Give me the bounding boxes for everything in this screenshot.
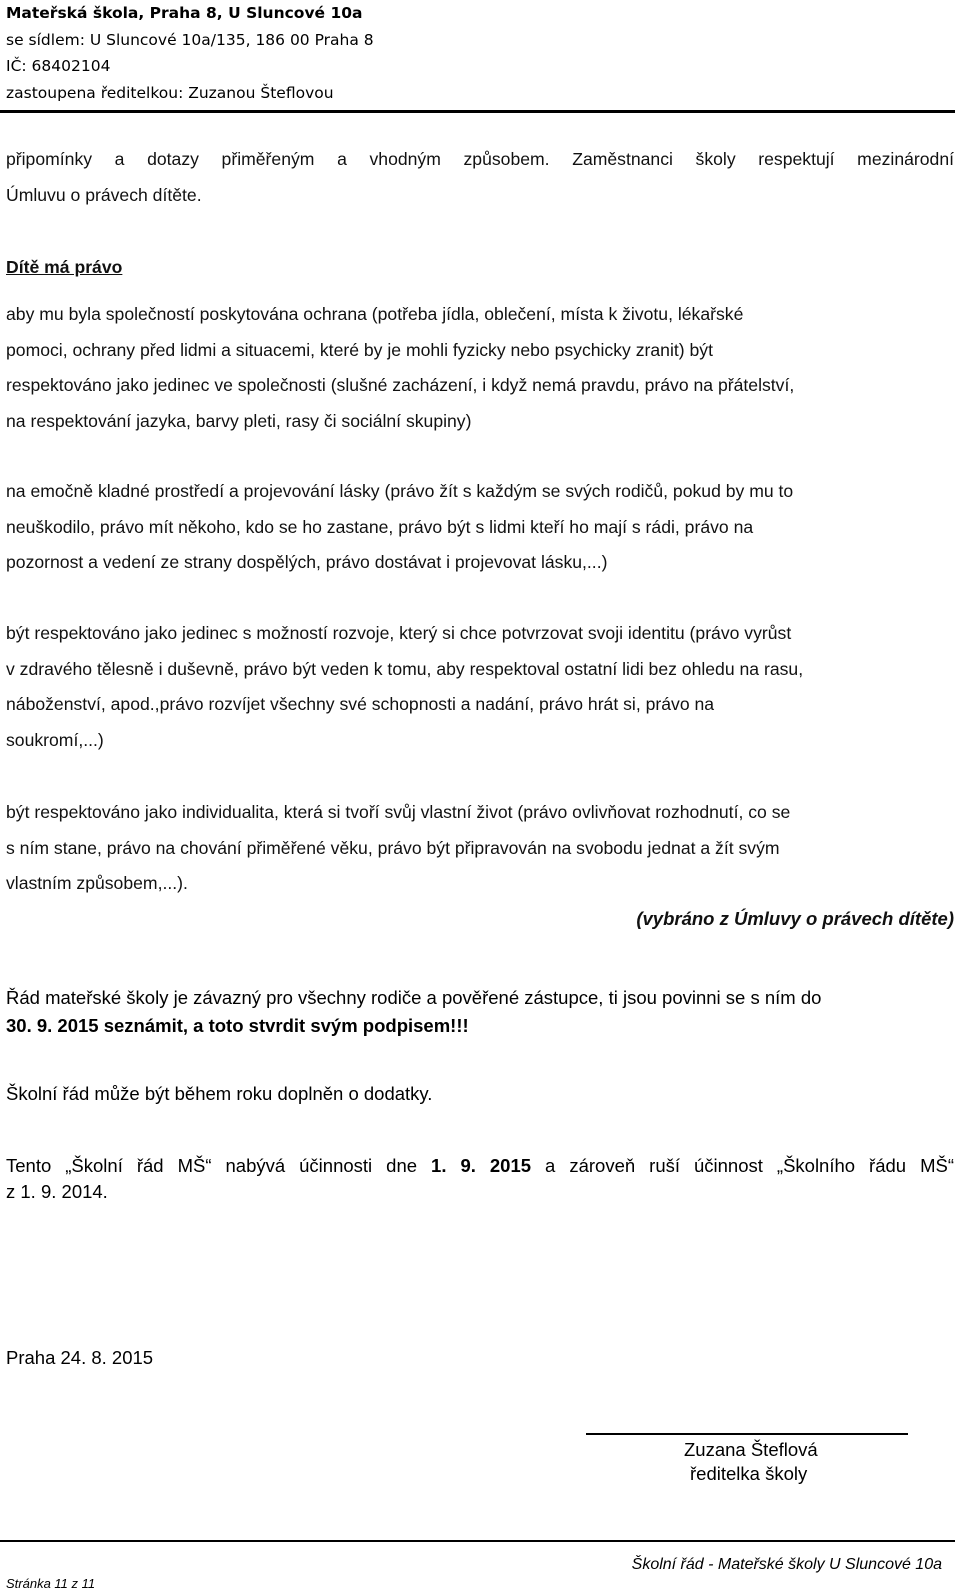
intro-line-2: Úmluvu o právech dítěte. — [6, 184, 202, 205]
school-id: IČ: 68402104 — [6, 57, 111, 75]
para2-line-1: na emočně kladné prostředí a projevování lásky (právo žít s každým se svých rodičů, pokud by mu to — [6, 481, 794, 501]
school-address: se sídlem: U Sluncové 10a/135, 186 00 Praha 8 — [6, 30, 374, 49]
para1-line-2: pomoci, ochrany před lidmi a situacemi, které by je mohli fyzicky nebo psychicky zranit) být — [6, 339, 713, 360]
intro-line-1: připomínky a dotazy přiměřeným a vhodným způsobem. Zaměstnanci školy respektují mezinárodní — [6, 149, 954, 169]
effect-text-2: a zároveň ruší účinnost „Školního řádu MŠ“ — [531, 1155, 954, 1176]
effect-line-1 — [6, 1153, 954, 1179]
obligation-paragraph — [6, 984, 954, 1040]
para2-line-3: pozornost a vedení ze strany dospělých, právo dostávat i projevovat lásku,...) — [6, 552, 608, 572]
rights-heading: Dítě má právo — [6, 257, 123, 277]
signature-block — [684, 1438, 818, 1486]
source-note: (vybráno z Úmluvy o právech dítěte) — [636, 908, 954, 929]
para4-line-2: s ním stane, právo na chování přiměřené věku, právo být připravován na svobodu jednat a žít svým — [6, 837, 780, 858]
effect-line-2: z 1. 9. 2014. — [6, 1181, 108, 1202]
signatory-role: ředitelka školy — [690, 1463, 808, 1484]
amendment-paragraph — [6, 1080, 954, 1108]
amendment-text: Školní řád může být během roku doplněn o dodatky. — [6, 1083, 433, 1104]
signatory-name: Zuzana Šteflová — [684, 1439, 818, 1460]
page-number: Stránka 11 z 11 — [6, 1576, 96, 1591]
para4-line-3: vlastním způsobem,...). — [6, 873, 188, 893]
para1-line-3: respektováno jako jedinec ve společnosti (slušné zacházení, i když nemá pravdu, právo na přátelství, — [6, 375, 795, 395]
header-divider — [0, 110, 955, 113]
para4-line-1: být respektováno jako individualita, která si tvoří svůj vlastní život (právo ovlivňovat rozhodnutí, co se — [6, 802, 791, 822]
source-note-block — [6, 901, 954, 937]
place-date: Praha 24. 8. 2015 — [6, 1347, 154, 1368]
rights-paragraph-2 — [6, 474, 954, 581]
rights-paragraph-1 — [6, 297, 954, 439]
footer-divider — [0, 1540, 955, 1542]
para1-line-1: aby mu byla společností poskytována ochrana (potřeba jídla, oblečení, místa k životu, lékařské — [6, 304, 744, 324]
para1-line-4: na respektování jazyka, barvy pleti, rasy či sociální skupiny) — [6, 410, 472, 431]
para3-line-2: v zdravého tělesně i duševně, právo být veden k tomu, aby respektoval ostatní lidi bez ohledu na rasu, — [6, 658, 804, 679]
obligation-line-2: 30. 9. 2015 seznámit, a toto stvrdit svým podpisem!!! — [6, 1015, 469, 1036]
effect-text-1: Tento „Školní řád MŠ“ nabývá účinnosti dne — [6, 1155, 432, 1176]
school-name: Mateřská škola, Praha 8, U Sluncové 10a — [6, 4, 363, 22]
para3-line-3: náboženství, apod.,právo rozvíjet všechny své schopnosti a nadání, právo hrát si, právo na — [6, 694, 715, 714]
rights-heading-block — [6, 250, 954, 286]
effect-date: 1. 9. 2015 — [431, 1155, 532, 1176]
para3-line-4: soukromí,...) — [6, 729, 104, 750]
footer-document-title: Školní řád - Mateřské školy U Sluncové 10a — [631, 1556, 942, 1573]
para3-line-1: být respektováno jako jedinec s možností rozvoje, který si chce potvrzovat svoji identitu (právo vyrůst — [6, 623, 792, 643]
effect-paragraph — [6, 1153, 954, 1205]
para2-line-2: neuškodilo, právo mít někoho, kdo se ho zastane, právo být s lidmi kteří ho mají s rádi, právo na — [6, 516, 754, 537]
letterhead — [6, 0, 952, 106]
place-date-block — [6, 1344, 954, 1372]
signature-line — [586, 1433, 908, 1435]
rights-paragraph-3 — [6, 616, 954, 758]
intro-paragraph — [6, 142, 954, 213]
obligation-line-1: Řád mateřské školy je závazný pro všechny rodiče a pověřené zástupce, ti jsou povinni se s ním do — [6, 987, 822, 1008]
rights-paragraph-4 — [6, 795, 954, 902]
school-representative: zastoupena ředitelkou: Zuzanou Šteflovou — [6, 83, 334, 102]
